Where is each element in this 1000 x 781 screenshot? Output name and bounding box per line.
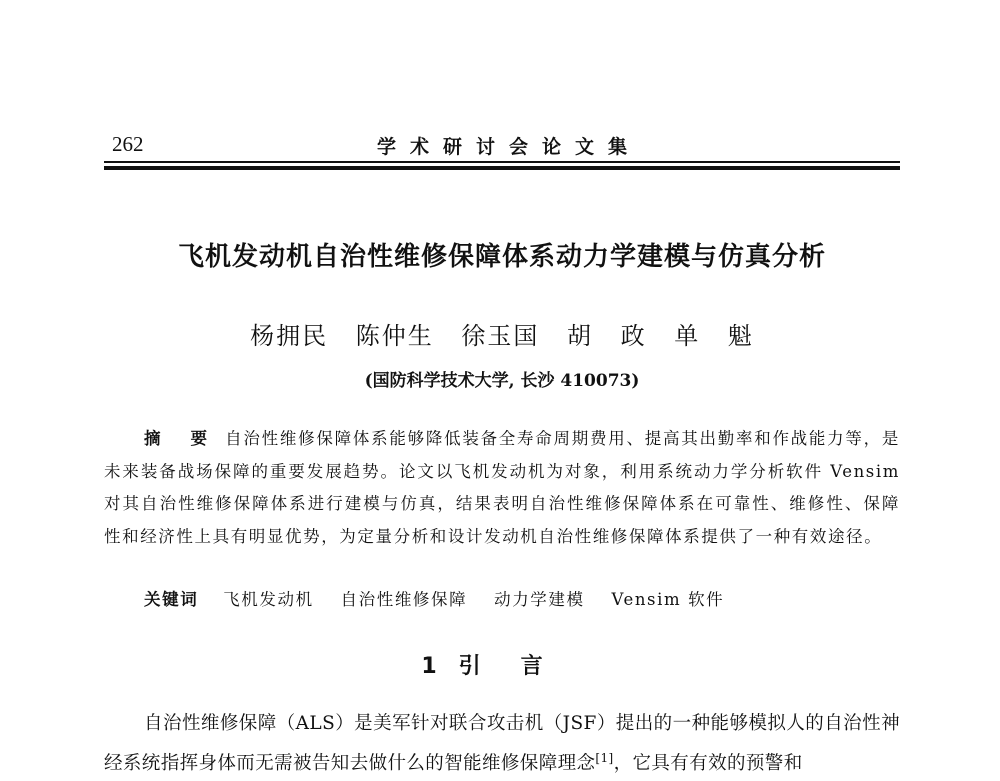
section-number: 1 bbox=[421, 654, 437, 679]
citation-reference: [1] bbox=[595, 751, 614, 765]
keyword: Vensim 软件 bbox=[611, 590, 725, 609]
header-rule-thin bbox=[104, 161, 900, 163]
body-text-continued: ，它具有有效的预警和 bbox=[613, 753, 803, 775]
keyword: 自治性维修保障 bbox=[340, 590, 468, 609]
abstract-label: 摘 要 bbox=[144, 429, 220, 448]
paper-title: 飞机发动机自治性维修保障体系动力学建模与仿真分析 bbox=[177, 242, 826, 272]
body-text: 自治性维修保障（ALS）是美军针对联合攻击机（JSF）提出的一种能够模拟人的自治性神经系统指挥身体而无需被告知去做什么的智能维修保障理念 bbox=[104, 713, 900, 775]
section-heading bbox=[104, 649, 900, 680]
author: 单 魁 bbox=[674, 322, 754, 350]
abstract bbox=[104, 423, 900, 553]
author: 杨拥民 bbox=[250, 322, 329, 350]
keywords bbox=[144, 586, 744, 610]
page-header bbox=[104, 124, 900, 164]
header-rule-thick bbox=[104, 166, 900, 170]
keywords-label: 关键词 bbox=[144, 590, 199, 609]
author-list bbox=[104, 316, 900, 351]
author: 陈仲生 bbox=[355, 322, 434, 350]
running-title: 学术研讨会论文集 bbox=[376, 136, 641, 158]
author: 徐玉国 bbox=[461, 322, 540, 350]
author: 胡 政 bbox=[567, 322, 647, 350]
section-title: 引言 bbox=[458, 654, 583, 679]
body-paragraph bbox=[104, 707, 900, 781]
keyword: 动力学建模 bbox=[494, 590, 585, 609]
keyword: 飞机发动机 bbox=[223, 590, 314, 609]
affiliation: (国防科学技术大学, 长沙 410073) bbox=[364, 371, 640, 391]
abstract-text: 自治性维修保障体系能够降低装备全寿命周期费用、提高其出勤率和作战能力等，是未来装备战场保障的重要发展趋势。论文以飞机发动机为对象，利用系统动力学分析软件 Vensim 对其自治性维修保障体系进行建模与仿真，结果表明自治性维修保障体系在可靠性、维修性、保障性和经济性上具有明显优势，为定量分析和设计发动机自治性维修保障体系提供了一种有效途径。 bbox=[104, 429, 900, 546]
page-number: 262 bbox=[112, 132, 144, 156]
